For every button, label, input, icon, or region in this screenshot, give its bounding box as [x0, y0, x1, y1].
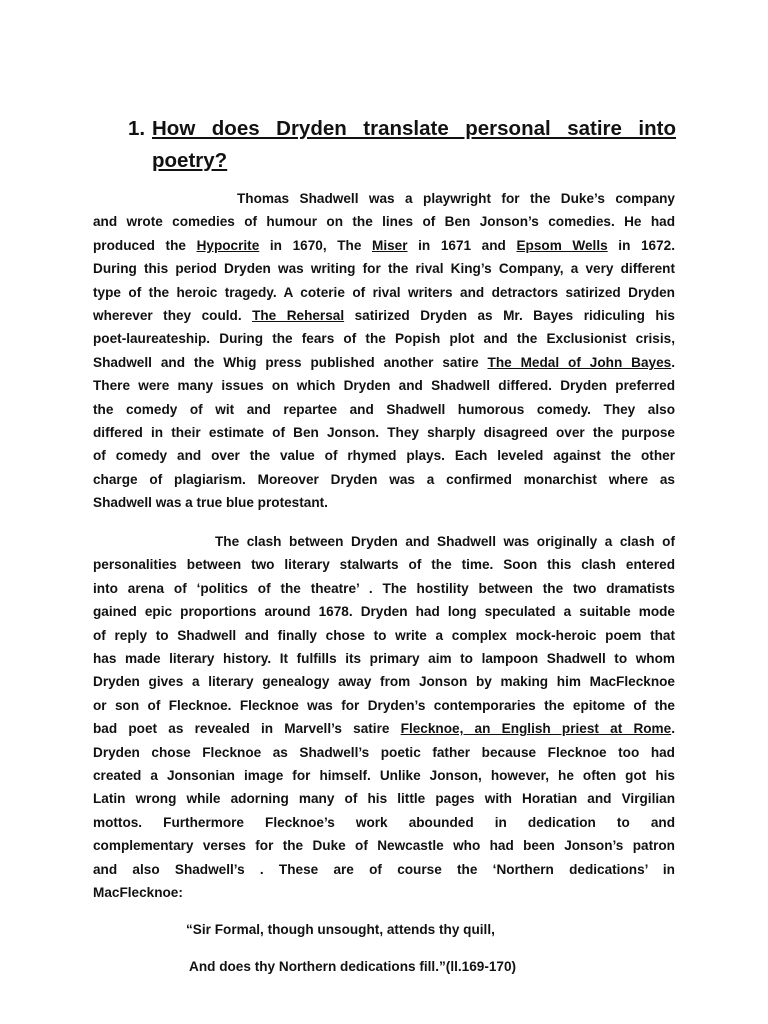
text-line: bad poet as revealed in Marvell’s satire Flecknoe, an English priest at Rome. — [93, 721, 675, 737]
text-line: type of the heroic tragedy. A coterie of rival writers and detractors satirized Dryden — [93, 284, 675, 300]
text-line: and wrote comedies of humour on the lines of Ben Jonson’s comedies. He had — [93, 214, 675, 230]
text-line: into arena of ‘politics of the theatre’ . The hostility between the two dramatists — [93, 580, 675, 596]
paragraph-clash — [93, 530, 675, 905]
title-epsom-wells: Epsom Wells — [516, 237, 608, 253]
text-line: Shadwell was a true blue protestant. — [93, 495, 328, 511]
question-number: 1. — [128, 117, 146, 140]
text-line: Dryden chose Flecknoe as Shadwell’s poetic father because Flecknoe too had — [93, 744, 675, 760]
text-line: Dryden gives a literary genealogy away from Jonson by making him MacFlecknoe — [93, 674, 675, 690]
text-line: created a Jonsonian image for himself. Unlike Jonson, however, he often got his — [93, 768, 675, 784]
text-line: Shadwell and the Whig press published another satire The Medal of John Bayes. — [93, 354, 675, 370]
text-line: and also Shadwell’s . These are of course the ‘Northern dedications’ in — [93, 861, 675, 877]
text-line: or son of Flecknoe. Flecknoe was for Dryden’s contemporaries the epitome of the — [93, 697, 675, 713]
text-line: has made literary history. It fulfills its primary aim to lampoon Shadwell to whom — [93, 651, 675, 667]
text-line: differed in their estimate of Ben Jonson. They sharply disagreed over the purpose — [93, 425, 675, 441]
text-line: Thomas Shadwell was a playwright for the Duke’s company — [237, 191, 675, 206]
question-title: How does Dryden translate personal satire into poetry? — [152, 117, 676, 172]
title-medal-of-john-bayes: The Medal of John Bayes — [487, 354, 672, 370]
text-line: MacFlecknoe: — [93, 885, 183, 901]
text-line: complementary verses for the Duke of Newcastle who had been Jonson’s patron — [93, 838, 675, 854]
text-line: poet-laureateship. During the fears of the Popish plot and the Exclusionist crisis, — [93, 331, 675, 347]
title-hypocrite: Hypocrite — [196, 237, 260, 253]
text-line: The clash between Dryden and Shadwell was originally a clash of — [215, 534, 675, 549]
text-line: personalities between two literary stalwarts of the time. Soon this clash entered — [93, 557, 675, 573]
title-rehersal: The Rehersal — [252, 308, 345, 324]
paragraph-shadwell-background — [93, 187, 675, 515]
quote-line-1: “Sir Formal, though unsought, attends thy quill, — [186, 922, 495, 937]
quote-line-2: And does thy Northern dedications fill.”(ll.169-170) — [189, 959, 517, 974]
text-line: the comedy of wit and repartee and Shadwell humorous comedy. They also — [93, 401, 675, 417]
question-heading — [128, 113, 676, 177]
text-line: gained epic proportions around 1678. Dryden had long speculated a suitable mode — [93, 604, 675, 620]
text-line: There were many issues on which Dryden and Shadwell differed. Dryden preferred — [93, 378, 675, 394]
text-line: wherever they could. The Rehersal satirized Dryden as Mr. Bayes ridiculing his — [93, 308, 675, 324]
text-line: mottos. Furthermore Flecknoe’s work abounded in dedication to and — [93, 814, 675, 830]
text-line: Latin wrong while adorning many of his little pages with Horatian and Virgilian — [93, 791, 675, 807]
text-line: of comedy and over the value of rhymed plays. Each leveled against the other — [93, 448, 675, 464]
title-flecknoe-priest: Flecknoe, an English priest at Rome — [400, 721, 672, 737]
text-line: During this period Dryden was writing for the rival King’s Company, a very different — [93, 261, 675, 277]
text-line: of reply to Shadwell and finally chose to write a complex mock-heroic poem that — [93, 627, 675, 643]
text-line: produced the Hypocrite in 1670, The Miser in 1671 and Epsom Wells in 1672. — [93, 237, 676, 253]
text-line: charge of plagiarism. Moreover Dryden was a confirmed monarchist where as — [93, 471, 675, 487]
title-miser: Miser — [372, 237, 408, 253]
